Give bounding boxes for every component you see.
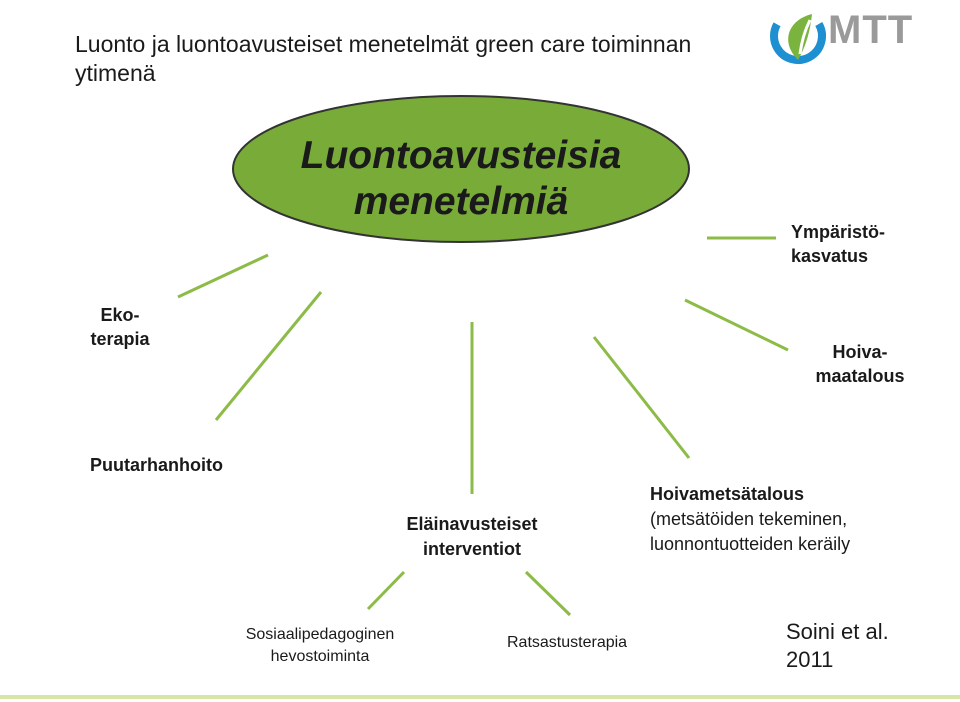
- connector-sosiaalipedagoginen: [368, 572, 404, 609]
- branch-ekoterapia-line1: Eko-: [100, 305, 140, 325]
- branch-hoivametsätalous: [650, 482, 850, 557]
- branch-ympäristökasvatus-line1: Ympäristö-: [791, 222, 886, 242]
- hub-label-line1: Luontoavusteisia: [300, 134, 622, 177]
- citation: [786, 618, 889, 674]
- branch-puutarhanhoito: Puutarhanhoito: [90, 455, 223, 475]
- hub-label: [231, 133, 691, 225]
- branch-hoivametsätalous-line2: (metsätöiden tekeminen,: [650, 509, 848, 529]
- connector-hoivametsätalous: [594, 337, 689, 458]
- branch-eläinavusteiset: [382, 512, 562, 562]
- branch-hoivamaatalous: [800, 340, 920, 388]
- branch-sosiaalipedagoginen-line1: Sosiaalipedagoginen: [245, 626, 395, 643]
- branch-sosiaalipedagoginen-line2: hevostoiminta: [270, 648, 370, 665]
- branch-hoivametsätalous-line3: luonnontuotteiden keräily: [650, 534, 851, 554]
- citation-line1: Soini et al.: [786, 619, 889, 644]
- branch-hoivametsätalous-line1: Hoivametsätalous: [650, 484, 805, 504]
- slide-title: Luonto ja luontoavusteiset menetelmät green care toiminnan ytimenä: [75, 31, 692, 86]
- branch-hoivamaatalous-line1: Hoiva-: [832, 342, 888, 362]
- branch-sosiaalipedagoginen: [225, 624, 415, 668]
- branch-eläinavusteiset-line1: Eläinavusteiset: [406, 514, 538, 534]
- branch-ekoterapia-line2: terapia: [90, 329, 150, 349]
- connector-ratsastusterapia: [526, 572, 570, 615]
- branch-ympäristökasvatus-line2: kasvatus: [791, 246, 869, 266]
- branch-ekoterapia: [60, 303, 180, 351]
- connector-hoivamaatalous: [685, 300, 788, 350]
- connector-ekoterapia: [178, 255, 268, 297]
- branch-ympäristökasvatus: [791, 220, 885, 268]
- hub-label-line2: menetelmiä: [353, 180, 569, 223]
- citation-line2: 2011: [786, 647, 834, 672]
- footer-divider: [0, 695, 960, 699]
- connector-puutarhanhoito: [216, 292, 321, 420]
- branch-ratsastusterapia: Ratsastusterapia: [507, 634, 628, 651]
- branch-hoivamaatalous-line2: maatalous: [815, 366, 905, 386]
- logo-text: MTT: [828, 8, 914, 52]
- branch-eläinavusteiset-line2: interventiot: [422, 539, 521, 559]
